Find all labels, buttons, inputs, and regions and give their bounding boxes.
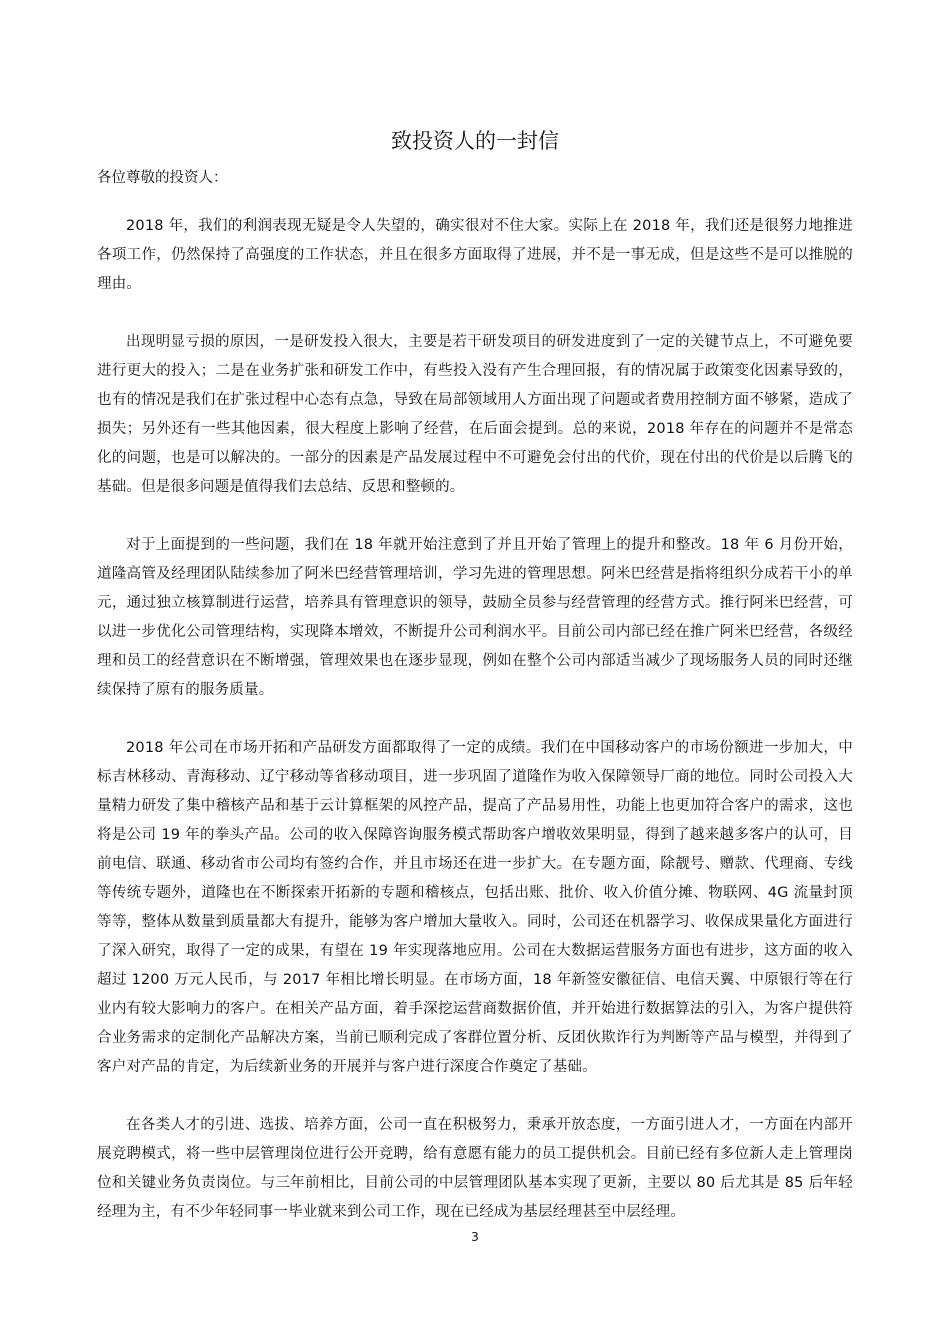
paragraph-loss-reasons: 出现明显亏损的原因，一是研发投入很大，主要是若干研发项目的研发进度到了一定的关键节点上，不可避免要进行更大的投入；二是在业务扩张和研发工作中，有些投入没有产生合理回报，有的情况属于政策变化因素导致的，也有的情况是我们在扩张过程中心态有点急，导致在局部领域用人方面出现了问题或者费用控制方面不够紧，造成了损失；另外还有一些其他因素，很大程度上影响了经营，在后面会提到。总的来说，2018 年存在的问题并不是常态化的问题，也是可以解决的。一部分的因素是产品发展过程中不可避免会付出的代价，现在付出的代价是以后腾飞的基础。但是很多问题是值得我们去总结、反思和整顿的。 xyxy=(97,334,853,495)
paragraph-market-achievements: 2018 年公司在市场开拓和产品研发方面都取得了一定的成绩。我们在中国移动客户的市场份额进一步加大，中标吉林移动、青海移动、辽宁移动等省移动项目，进一步巩固了道隆作为收入保障领导厂商的地位。同时公司投入大量精力研发了集中稽核产品和基于云计算框架的风控产品，提高了产品易用性，功能上也更加符合客户的需求，这也将是公司 19 年的拳头产品。公司的收入保障咨询服务模式帮助客户增收效果明显，得到了越来越多客户的认可，目前电信、联通、移动省市公司均有签约合作，并且市场还在进一步扩大。在专题方面，除靓号、赠款、代理商、专线等传统专题外，道隆也在不断探索开拓新的专题和稽核点，包括出账、批价、收入价值分摊、物联网、4G 流量封顶等等，整体从数量到质量都大有提升，能够为客户增加大量收入。同时，公司还在机器学习、收保成果量化方面进行了深入研究，取得了一定的成果，有望在 19 年实现落地应用。公司在大数据运营服务方面也有进步，这方面的收入超过 1200 万元人民币，与 2017 年相比增长明显。在市场方面，18 年新签安徽征信、电信天翼、中原银行等在行业内有较大影响力的客户。在相关产品方面，着手深挖运营商数据价值，并开始进行数据算法的引入，为客户提供符合业务需求的定制化产品解决方案，当前已顺利完成了客群位置分析、反团伙欺诈行为判断等产品与模型，并得到了客户对产品的肯定，为后续新业务的开展并与客户进行深度合作奠定了基础。 xyxy=(97,740,853,1075)
document-title: 致投资人的一封信 xyxy=(391,129,559,153)
page-number: 3 xyxy=(471,1230,479,1244)
paragraph-talent: 在各类人才的引进、选拔、培养方面，公司一直在积极努力，秉承开放态度，一方面引进人才，一方面在内部开展竞聘模式，将一些中层管理岗位进行公开竞聘，给有意愿有能力的员工提供机会。目前已经有多位新人走上管理岗位和关键业务负责岗位。与三年前相比，目前公司的中层管理团队基本实现了更新，主要以 80 后尤其是 85 后年轻经理为主，有不少年轻同事一毕业就来到公司工作，现在已经成为基层经理甚至中层经理。 xyxy=(97,1117,853,1220)
paragraph-amoeba-management: 对于上面提到的一些问题，我们在 18 年就开始注意到了并且开始了管理上的提升和整改。18 年 6 月份开始，道隆高管及经理团队陆续参加了阿米巴经营管理培训，学习先进的管理思想。阿米巴经营是指将组织分成若干小的单元，通过独立核算制进行运营，培养具有管理意识的领导，鼓励全员参与经营管理的经营方式。推行阿米巴经营，可以进一步优化公司管理结构，实现降本增效，不断提升公司利润水平。目前公司内部已经在推广阿米巴经营，各级经理和员工的经营意识在不断增强，管理效果也在逐步显现，例如在整个公司内部适当减少了现场服务人员的同时还继续保持了原有的服务质量。 xyxy=(97,537,853,698)
letter-body xyxy=(97,212,853,1256)
paragraph-2018-profit: 2018 年，我们的利润表现无疑是令人失望的，确实很对不住大家。实际上在 2018 年，我们还是很努力地推进各项工作，仍然保持了高强度的工作状态，并且在很多方面取得了进展，并不是一事无成，但是这些不是可以推脱的理由。 xyxy=(97,218,853,292)
salutation: 各位尊敬的投资人： xyxy=(97,170,228,186)
